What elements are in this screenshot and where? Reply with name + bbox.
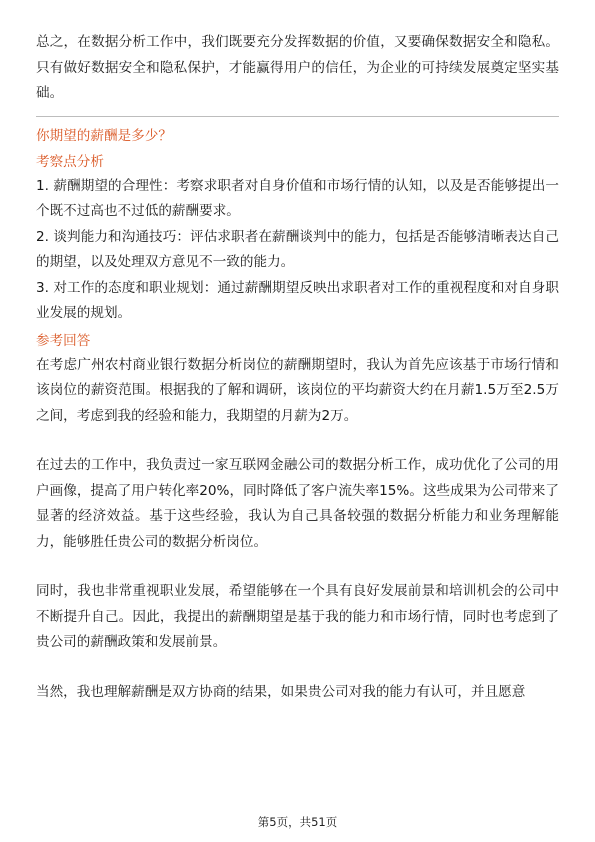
section-divider xyxy=(36,116,559,117)
question-heading: 你期望的薪酬是多少？ xyxy=(36,127,172,144)
analysis-item: 1. 薪酬期望的合理性：考察求职者对自身价值和市场行情的认知，以及是否能够提出一个既不过高也不过低的薪酬要求。 xyxy=(36,177,559,219)
intro-paragraph: 总之，在数据分析工作中，我们既要充分发挥数据的价值，又要确保数据安全和隐私。只有做好数据安全和隐私保护，才能赢得用户的信任，为企业的可持续发展奠定坚实基础。 xyxy=(36,34,559,101)
answer-paragraph: 当然，我也理解薪酬是双方协商的结果，如果贵公司对我的能力有认可，并且愿意 xyxy=(36,683,526,700)
answer-paragraph: 同时，我也非常重视职业发展，希望能够在一个具有良好发展前景和培训机会的公司中不断提升自己。因此，我提出的薪酬期望是基于我的能力和市场行情，同时也考虑到了贵公司的薪酬政策和发展前景。 xyxy=(36,583,559,650)
answer-title: 参考回答 xyxy=(36,332,91,349)
answer-paragraph: 在考虑广州农村商业银行数据分析岗位的薪酬期望时，我认为首先应该基于市场行情和该岗位的薪资范围。根据我的了解和调研，该岗位的平均薪资大约在月薪1.5万至2.5万之间，考虑到我的经验和能力，我期望的月薪为2万。 xyxy=(36,356,559,424)
paragraph-gap xyxy=(36,656,559,680)
paragraph-gap xyxy=(36,555,559,579)
paragraph-gap xyxy=(36,429,559,453)
analysis-item: 2. 谈判能力和沟通技巧：评估求职者在薪酬谈判中的能力，包括是否能够清晰表达自己的期望，以及处理双方意见不一致的能力。 xyxy=(36,228,559,270)
answer-paragraph: 在过去的工作中，我负责过一家互联网金融公司的数据分析工作，成功优化了公司的用户画像，提高了用户转化率20%，同时降低了客户流失率15%。这些成果为公司带来了显著的经济效益。基于这些经验，我认为自己具备较强的数据分析能力和业务理解能力，能够胜任贵公司的数据分析岗位。 xyxy=(36,457,559,550)
analysis-title: 考察点分析 xyxy=(36,153,104,170)
analysis-item: 3. 对工作的态度和职业规划：通过薪酬期望反映出求职者对工作的重视程度和对自身职业发展的规划。 xyxy=(36,279,559,321)
page-number: 第5页，共51页 xyxy=(257,815,338,829)
document-page xyxy=(36,30,559,705)
